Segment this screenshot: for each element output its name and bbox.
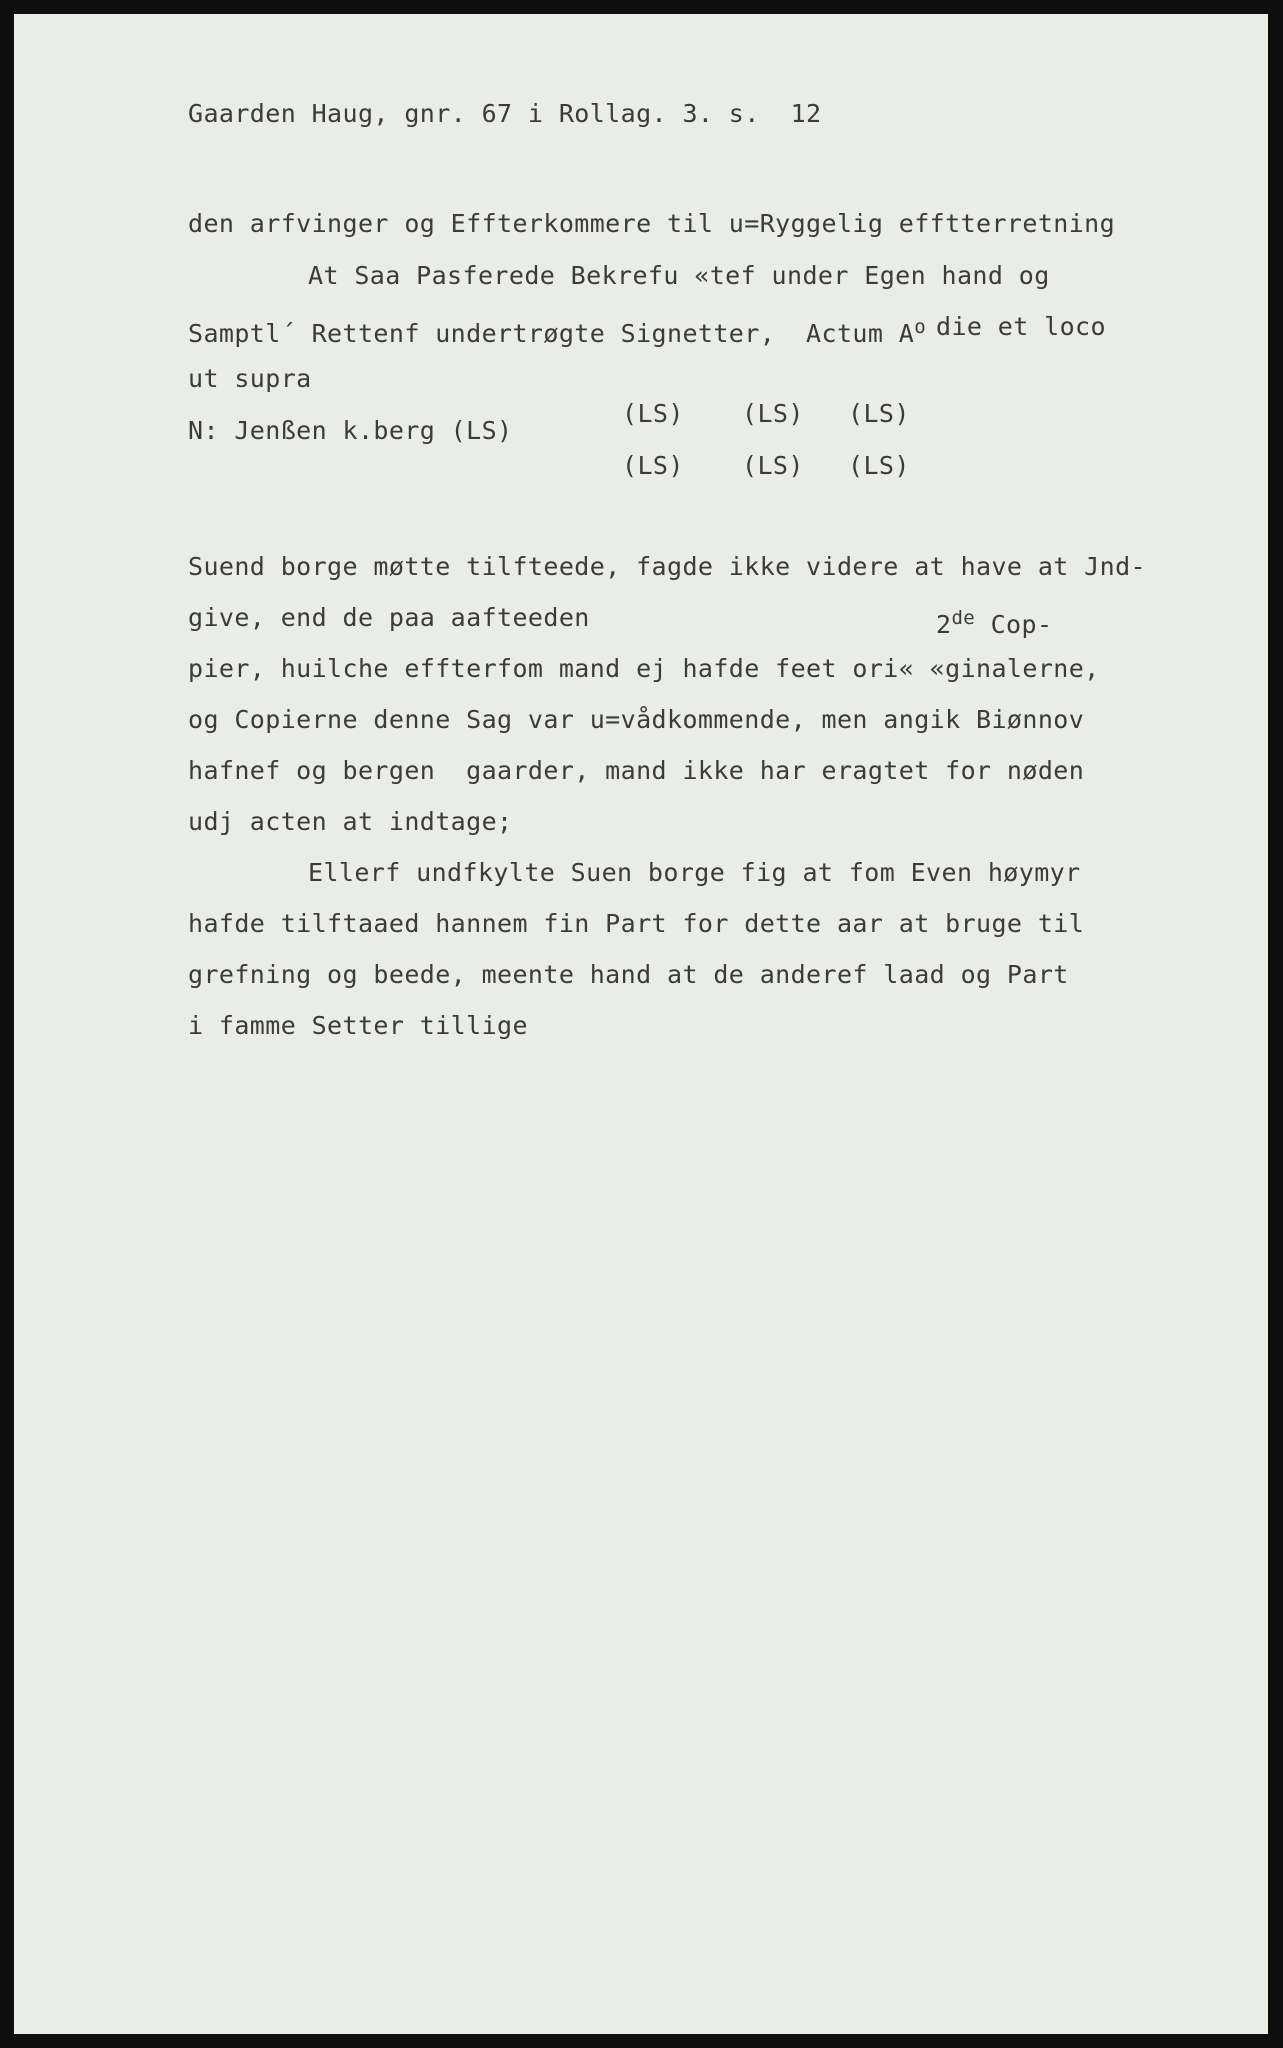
actum-tail: die et loco <box>936 312 1106 341</box>
seal-2-1: (LS) <box>622 451 684 480</box>
seal-1-1: (LS) <box>622 399 684 428</box>
text-line-2: At Saa Pasferede Bekrefu «tef under Egen hand og <box>308 261 1050 290</box>
text-line-11: udj acten at indtage; <box>188 807 513 836</box>
actum-superscript: o <box>914 316 927 338</box>
seal-2-2: (LS) <box>742 451 804 480</box>
text-line-4: ut supra <box>188 364 312 393</box>
text-line-10: hafnef og bergen gaarder, mand ikke har eragtet for nøden <box>188 756 1085 785</box>
page-header: Gaarden Haug, gnr. 67 i Rollag. 3. s. 12 <box>188 99 822 128</box>
copier-superscript: de <box>951 607 976 629</box>
copier-word: Cop- <box>990 610 1053 639</box>
text-line-13: hafde tilftaaed hannem fin Part for dette aar at bruge til <box>188 909 1085 938</box>
text-line-7: give, end de paa aafteeden <box>188 603 590 632</box>
copier-number: 2 <box>936 610 952 639</box>
seal-1-2: (LS) <box>742 399 804 428</box>
text-line-6: Suend borge møtte tilfteede, fagde ikke videre at have at Jnd- <box>188 552 1146 581</box>
copier-marker <box>936 603 1052 640</box>
seal-2-3: (LS) <box>848 451 910 480</box>
text-line-8: pier, huilche effterfom mand ej hafde feet ori« «ginalerne, <box>188 654 1100 683</box>
text-line-1: den arfvinger og Effterkommere til u=Ryggelig efftterretning <box>188 209 1116 238</box>
text-line-3 <box>188 312 926 349</box>
text-line-5: N: Jenßen k.berg (LS) <box>188 416 513 445</box>
text-line-12: Ellerf undfkylte Suen borge fig at fom Even høymyr <box>308 858 1081 887</box>
text-line-15: i famme Setter tillige <box>188 1011 528 1040</box>
text-line-9: og Copierne denne Sag var u=vådkommende, men angik Biønnov <box>188 705 1085 734</box>
seal-1-3: (LS) <box>848 399 910 428</box>
document-page <box>14 14 1268 2034</box>
text-line-3-main: Samptl´ Rettenf undertrøgte Signetter, Actum A <box>188 319 915 348</box>
text-line-14: grefning og beede, meente hand at de anderef laad og Part <box>188 960 1069 989</box>
